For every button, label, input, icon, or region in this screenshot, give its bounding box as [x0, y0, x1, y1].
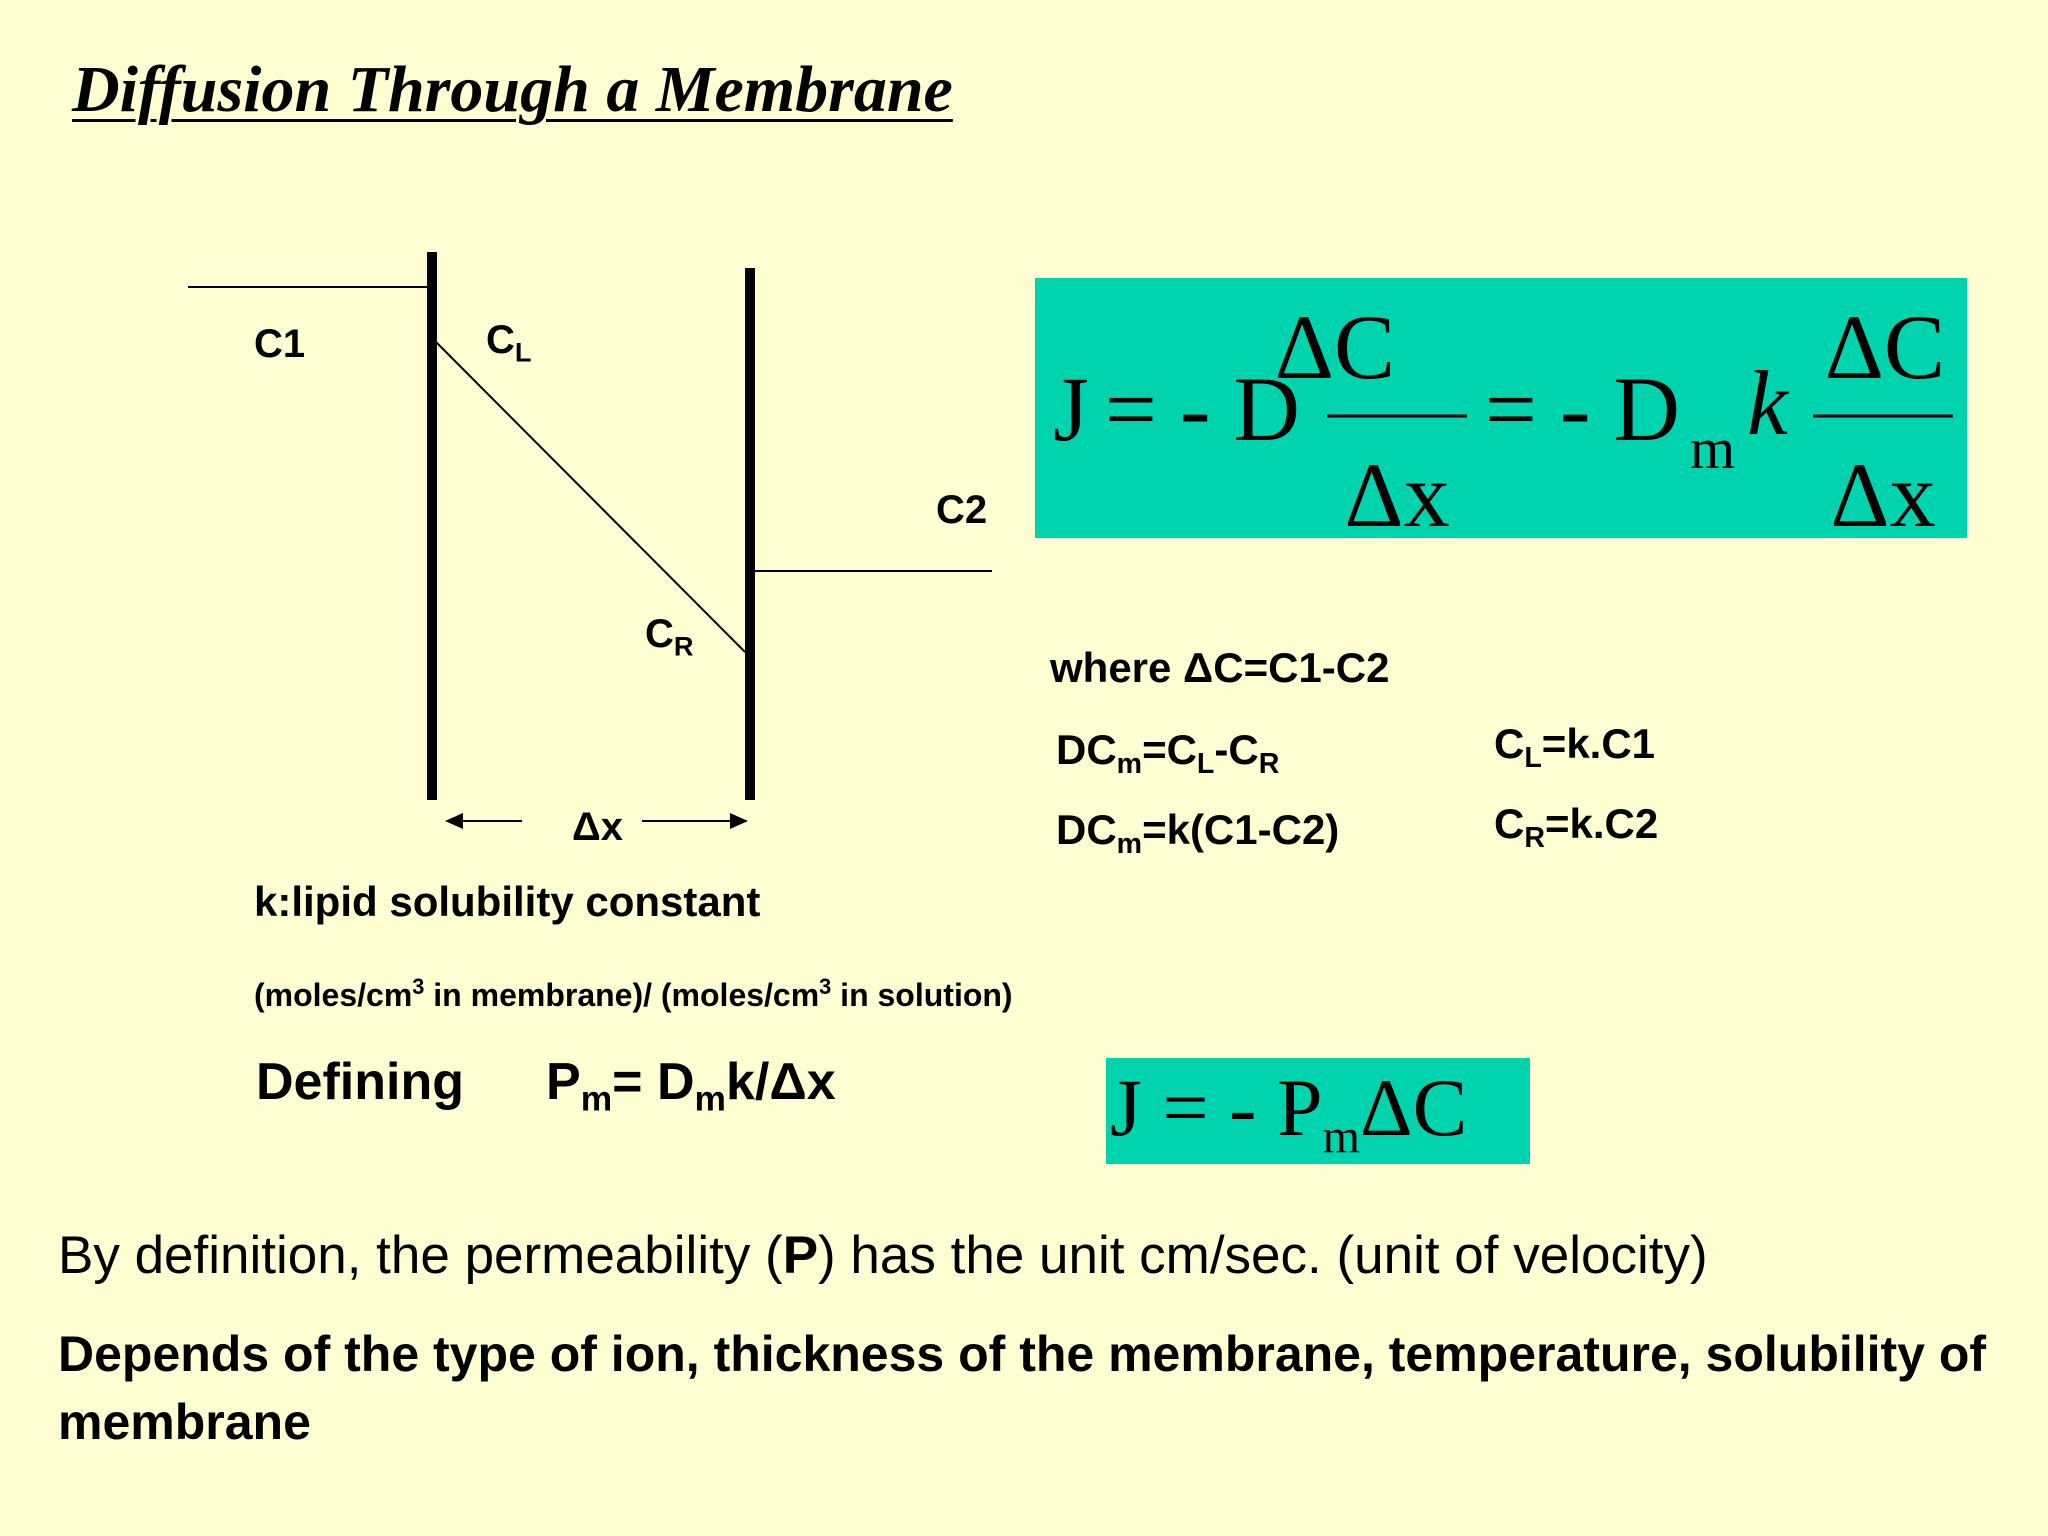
- dcm-equals-k-c1-c2: $DC_m=k(C1-C2)$: [1056, 806, 1340, 861]
- eq-j: J: [1053, 358, 1089, 460]
- eq-k: k: [1747, 352, 1788, 454]
- c1-label: C1: [254, 322, 306, 366]
- cr-equals-k-c2: $C_R=k.C2$: [1494, 800, 1659, 855]
- permeability-unit-text: By definition, the permeability (P) has the unit cm/sec. (unit of velocity): [58, 1226, 1708, 1285]
- cl-equals-k-c1: $C_L=k.C1$: [1494, 720, 1656, 775]
- main-equation-box: [1035, 278, 1967, 538]
- eq-delta-x: Δx: [1344, 444, 1450, 538]
- dx-arrowhead-right: [730, 813, 748, 829]
- k-units: ($moles/cm^3$ in membrane)/ ($moles/cm^3$ in solution): [254, 974, 1013, 1013]
- eq-equals-minus-dm: = - D: [1485, 358, 1680, 460]
- k-definition: k:lipid solubility constant: [254, 878, 761, 925]
- dx-label: Δx: [572, 805, 623, 849]
- dx-arrowhead-left: [445, 813, 463, 829]
- small-equation-box: [1106, 1058, 1530, 1164]
- dcm-equals-cl-cr: $DC_m=C_L-C_R$: [1056, 726, 1280, 781]
- pm-definition: $P_m= D_mk/\Delta x$: [546, 1053, 836, 1119]
- page-title: Diffusion Through a Membrane: [72, 53, 953, 126]
- where-delta-c: where ΔC=C1-C2: [1050, 644, 1390, 691]
- defining-label: Defining: [256, 1053, 464, 1111]
- permeability-depends-text: Depends of the type of ion, thickness of the membrane, temperature, solubility of membrane: [58, 1326, 1987, 1450]
- concentration-gradient-line: [436, 342, 745, 652]
- eq-sub-m: m: [1690, 416, 1736, 481]
- small-equation: J = - $P_m\Delta C$: [1110, 1062, 1468, 1163]
- eq-delta-c-2: ΔC: [1824, 296, 1946, 398]
- eq-equals-minus-d: = - D: [1105, 358, 1300, 460]
- cr-label: $C_R$: [645, 612, 694, 662]
- c2-label: C2: [936, 488, 988, 532]
- eq-delta-x-2: Δx: [1830, 444, 1936, 538]
- cl-label: $C_L$: [486, 318, 532, 368]
- eq-delta-c: ΔC: [1274, 296, 1396, 398]
- main-equation: [1035, 278, 1967, 538]
